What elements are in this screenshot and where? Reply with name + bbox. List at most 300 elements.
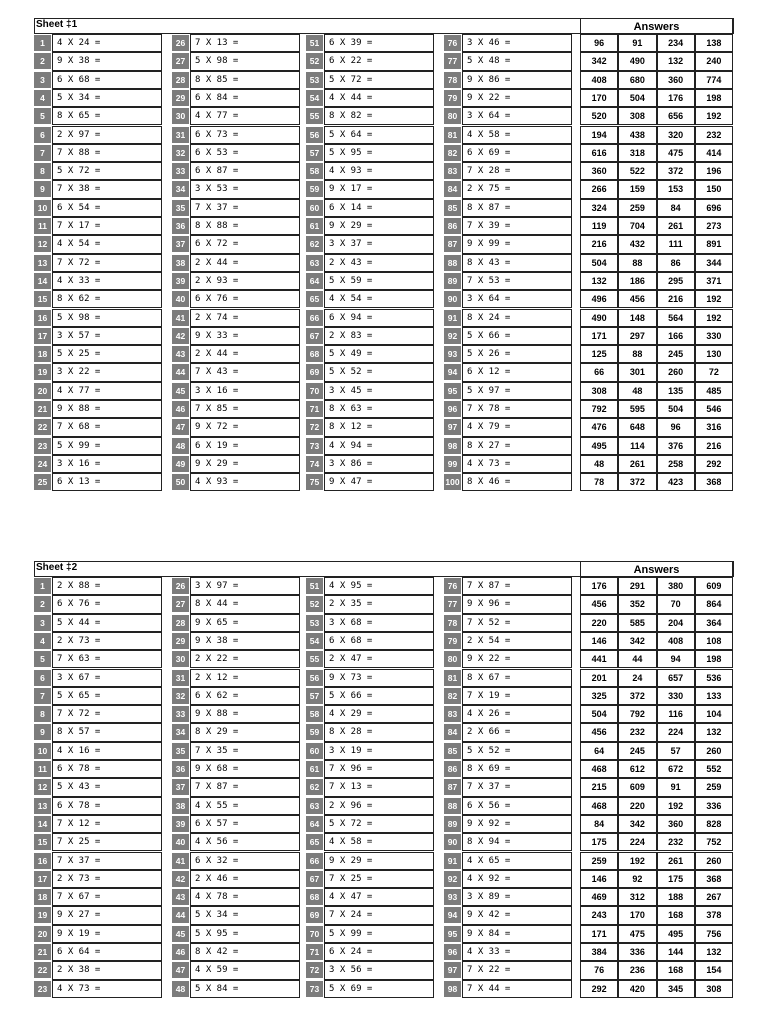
problem-number: 6 [34,127,51,143]
problem-number: 39 [172,273,189,289]
problem-row [34,272,162,290]
problem-number: 72 [306,962,323,978]
answer-cell: 292 [580,980,618,998]
problem-text: 7 X 88 = [52,144,162,162]
problem-row [34,437,162,455]
problem-number: 67 [306,871,323,887]
problem-text: 6 X 54 = [52,199,162,217]
problem-number: 86 [444,218,461,234]
problem-number: 84 [444,724,461,740]
answer-cell: 176 [580,577,618,595]
problem-row [34,309,162,327]
problem-row [444,418,572,436]
problem-text: 2 X 93 = [190,272,300,290]
problem-number: 58 [306,163,323,179]
problem-number: 66 [306,853,323,869]
problem-number: 36 [172,218,189,234]
problem-row [172,473,300,491]
problem-number: 72 [306,419,323,435]
answer-cell: 259 [618,199,656,217]
problem-number: 35 [172,200,189,216]
problem-row [306,687,434,705]
problem-row [34,650,162,668]
answer-row [580,418,733,436]
problem-text: 7 X 87 = [190,778,300,796]
answer-row [580,632,733,650]
answer-cell: 490 [580,309,618,327]
answer-cell: 171 [580,327,618,345]
problem-text: 4 X 79 = [462,418,572,436]
problem-number: 2 [34,596,51,612]
answer-row [580,290,733,308]
problem-row [306,217,434,235]
problem-text: 4 X 77 = [190,107,300,125]
problem-number: 9 [34,181,51,197]
problem-text: 7 X 78 = [462,400,572,418]
answer-cell: 408 [657,632,695,650]
answer-cell: 267 [695,888,733,906]
problem-row [34,669,162,687]
problem-row [172,455,300,473]
problem-row [34,52,162,70]
problem-text: 8 X 42 = [190,943,300,961]
problem-text: 8 X 12 = [324,418,434,436]
problem-number: 30 [172,108,189,124]
problem-text: 8 X 82 = [324,107,434,125]
problem-number: 69 [306,907,323,923]
problem-row [444,382,572,400]
problem-text: 2 X 46 = [190,870,300,888]
problem-row [444,272,572,290]
problem-row [306,89,434,107]
answer-cell: 76 [580,961,618,979]
problem-number: 36 [172,761,189,777]
problem-number: 79 [444,90,461,106]
problem-row [306,126,434,144]
problem-number: 73 [306,438,323,454]
answer-cell: 368 [695,473,733,491]
problem-row [306,180,434,198]
problem-row [172,650,300,668]
problem-number: 23 [34,438,51,454]
answer-row [580,363,733,381]
answer-cell: 342 [580,52,618,70]
problem-row [444,52,572,70]
problem-row [306,870,434,888]
problem-text: 9 X 96 = [462,595,572,613]
problem-number: 66 [306,310,323,326]
problem-row [172,437,300,455]
problem-text: 5 X 72 = [324,815,434,833]
problem-row [34,89,162,107]
answer-cell: 130 [695,345,733,363]
answer-row [580,852,733,870]
problem-number: 44 [172,907,189,923]
problem-row [34,126,162,144]
problem-number: 32 [172,688,189,704]
problem-row [34,455,162,473]
problem-row [34,473,162,491]
problem-row [306,925,434,943]
problem-row [34,235,162,253]
problem-row [306,363,434,381]
answer-row [580,235,733,253]
problem-text: 4 X 16 = [52,742,162,760]
problem-row [172,961,300,979]
problem-number: 52 [306,53,323,69]
problem-text: 5 X 66 = [462,327,572,345]
answer-row [580,254,733,272]
problem-text: 7 X 37 = [462,778,572,796]
answer-cell: 380 [657,577,695,595]
answer-cell: 171 [580,925,618,943]
problem-text: 7 X 52 = [462,614,572,632]
answer-row [580,34,733,52]
problem-row [306,418,434,436]
problem-row [172,815,300,833]
answer-cell: 88 [618,345,656,363]
problem-row [172,71,300,89]
problem-number: 14 [34,816,51,832]
answer-cell: 504 [618,89,656,107]
answer-cell: 188 [657,888,695,906]
answer-cell: 144 [657,943,695,961]
problem-text: 3 X 86 = [324,455,434,473]
answer-cell: 475 [657,144,695,162]
problem-number: 2 [34,53,51,69]
answer-cell: 485 [695,382,733,400]
answer-cell: 192 [695,107,733,125]
answer-cell: 330 [695,327,733,345]
problem-number: 8 [34,163,51,179]
problem-number: 69 [306,364,323,380]
problem-text: 6 X 13 = [52,473,162,491]
problem-row [34,632,162,650]
answer-cell: 469 [580,888,618,906]
problem-text: 8 X 85 = [190,71,300,89]
answer-cell: 320 [657,126,695,144]
answer-cell: 64 [580,742,618,760]
problem-text: 5 X 72 = [52,162,162,180]
problem-row [444,455,572,473]
problem-text: 2 X 38 = [52,961,162,979]
answer-cell: 468 [580,797,618,815]
problem-text: 3 X 89 = [462,888,572,906]
answer-cell: 609 [618,778,656,796]
problem-row [34,34,162,52]
problem-number: 35 [172,743,189,759]
problem-number: 97 [444,419,461,435]
answer-cell: 176 [657,89,695,107]
problem-text: 5 X 43 = [52,778,162,796]
problem-text: 8 X 27 = [462,437,572,455]
problem-number: 83 [444,706,461,722]
problem-number: 4 [34,633,51,649]
problem-text: 2 X 47 = [324,650,434,668]
problem-row [34,400,162,418]
answer-cell: 88 [618,254,656,272]
answer-cell: 108 [695,632,733,650]
problem-text: 4 X 33 = [462,943,572,961]
answer-cell: 297 [618,327,656,345]
problem-number: 19 [34,907,51,923]
problem-row [34,199,162,217]
problem-text: 6 X 24 = [324,943,434,961]
problem-row [306,778,434,796]
answer-row [580,71,733,89]
problem-row [306,833,434,851]
problem-text: 8 X 43 = [462,254,572,272]
problem-text: 5 X 44 = [52,614,162,632]
problem-number: 92 [444,328,461,344]
answer-cell: 192 [695,290,733,308]
problem-text: 5 X 26 = [462,345,572,363]
problem-text: 2 X 73 = [52,632,162,650]
problem-row [172,418,300,436]
answer-cell: 774 [695,71,733,89]
problem-number: 11 [34,761,51,777]
problem-number: 40 [172,834,189,850]
answer-cell: 260 [695,742,733,760]
problem-text: 6 X 73 = [190,126,300,144]
problem-text: 4 X 47 = [324,888,434,906]
problem-number: 90 [444,834,461,850]
problem-row [172,290,300,308]
answer-cell: 216 [695,437,733,455]
problem-number: 87 [444,236,461,252]
answer-cell: 198 [695,650,733,668]
answer-cell: 546 [695,400,733,418]
problem-text: 7 X 22 = [462,961,572,979]
problem-row [444,980,572,998]
problem-number: 58 [306,706,323,722]
problem-text: 9 X 47 = [324,473,434,491]
problem-row [444,687,572,705]
answer-cell: 456 [580,723,618,741]
answer-row [580,345,733,363]
problem-text: 2 X 35 = [324,595,434,613]
problem-text: 5 X 52 = [324,363,434,381]
answer-cell: 308 [618,107,656,125]
problem-number: 49 [172,456,189,472]
problem-number: 27 [172,53,189,69]
problem-text: 8 X 62 = [52,290,162,308]
problem-number: 62 [306,779,323,795]
problem-row [172,687,300,705]
problem-text: 2 X 75 = [462,180,572,198]
answer-cell: 175 [657,870,695,888]
problem-text: 7 X 72 = [52,705,162,723]
problem-text: 5 X 34 = [190,906,300,924]
answer-cell: 215 [580,778,618,796]
problem-row [34,254,162,272]
problem-number: 56 [306,670,323,686]
problem-number: 60 [306,200,323,216]
problem-text: 9 X 29 = [324,217,434,235]
problem-number: 95 [444,926,461,942]
problem-row [444,89,572,107]
problem-text: 3 X 64 = [462,107,572,125]
answer-cell: 133 [695,687,733,705]
answer-cell: 295 [657,272,695,290]
answer-row [580,52,733,70]
problem-row [444,309,572,327]
problem-row [34,961,162,979]
problem-row [306,906,434,924]
problem-row [172,144,300,162]
problem-text: 6 X 78 = [52,760,162,778]
problem-number: 83 [444,163,461,179]
answer-row [580,723,733,741]
problem-text: 7 X 19 = [462,687,572,705]
problem-row [444,290,572,308]
problem-number: 61 [306,761,323,777]
answer-cell: 360 [657,71,695,89]
problem-number: 93 [444,346,461,362]
problem-row [444,235,572,253]
problem-row [444,327,572,345]
problem-text: 7 X 39 = [462,217,572,235]
problem-text: 2 X 96 = [324,797,434,815]
problem-number: 24 [34,456,51,472]
problem-text: 5 X 52 = [462,742,572,760]
problem-row [172,595,300,613]
answer-cell: 656 [657,107,695,125]
problem-number: 7 [34,688,51,704]
answer-cell: 216 [580,235,618,253]
problem-number: 53 [306,72,323,88]
problem-text: 4 X 54 = [324,290,434,308]
problem-number: 22 [34,419,51,435]
problem-number: 80 [444,651,461,667]
answer-row [580,961,733,979]
answer-cell: 536 [695,669,733,687]
problem-number: 96 [444,401,461,417]
problem-row [172,382,300,400]
problem-text: 5 X 84 = [190,980,300,998]
answer-cell: 342 [618,815,656,833]
answer-cell: 609 [695,577,733,595]
problem-number: 40 [172,291,189,307]
problem-number: 10 [34,743,51,759]
problem-text: 7 X 17 = [52,217,162,235]
problem-row [444,254,572,272]
answer-row [580,327,733,345]
answer-cell: 384 [580,943,618,961]
problem-number: 59 [306,181,323,197]
problem-text: 3 X 16 = [190,382,300,400]
problem-row [172,235,300,253]
problem-number: 20 [34,926,51,942]
problem-number: 82 [444,688,461,704]
problem-number: 63 [306,255,323,271]
problem-text: 8 X 28 = [324,723,434,741]
problem-row [306,980,434,998]
problem-number: 15 [34,834,51,850]
answer-row [580,906,733,924]
problem-row [306,614,434,632]
problem-text: 9 X 29 = [324,852,434,870]
answer-cell: 232 [695,126,733,144]
problem-text: 4 X 95 = [324,577,434,595]
problem-number: 25 [34,474,51,490]
problem-row [172,906,300,924]
problem-number: 57 [306,688,323,704]
answers-heading: Answers [580,18,733,34]
answer-row [580,217,733,235]
problem-number: 29 [172,633,189,649]
problem-row [444,577,572,595]
problem-number: 5 [34,651,51,667]
problem-text: 6 X 12 = [462,363,572,381]
problem-row [444,400,572,418]
problem-text: 6 X 76 = [190,290,300,308]
problem-text: 7 X 25 = [52,833,162,851]
problem-text: 7 X 38 = [52,180,162,198]
answer-cell: 266 [580,180,618,198]
answer-cell: 828 [695,815,733,833]
problem-text: 4 X 44 = [324,89,434,107]
problem-row [172,760,300,778]
problem-row [172,742,300,760]
problem-row [306,473,434,491]
problem-number: 94 [444,907,461,923]
problem-row [444,925,572,943]
problem-row [172,217,300,235]
problem-number: 28 [172,72,189,88]
answer-cell: 138 [695,34,733,52]
problem-row [444,669,572,687]
problem-row [34,760,162,778]
problem-number: 98 [444,438,461,454]
problem-text: 8 X 67 = [462,669,572,687]
problem-text: 7 X 37 = [190,199,300,217]
problem-row [444,34,572,52]
problem-text: 6 X 19 = [190,437,300,455]
problem-text: 6 X 53 = [190,144,300,162]
problem-row [34,815,162,833]
answer-cell: 308 [695,980,733,998]
problem-text: 4 X 94 = [324,437,434,455]
answer-row [580,144,733,162]
problem-text: 8 X 29 = [190,723,300,741]
answer-cell: 175 [580,833,618,851]
answer-cell: 291 [618,577,656,595]
problem-number: 99 [444,456,461,472]
answer-cell: 48 [618,382,656,400]
answer-row [580,437,733,455]
answer-cell: 792 [618,705,656,723]
answer-cell: 259 [695,778,733,796]
problem-number: 80 [444,108,461,124]
answer-cell: 204 [657,614,695,632]
answer-cell: 91 [618,34,656,52]
problem-number: 70 [306,926,323,942]
answer-cell: 220 [580,614,618,632]
answer-cell: 368 [695,870,733,888]
problem-text: 9 X 22 = [462,89,572,107]
problem-number: 100 [444,474,461,490]
answer-cell: 259 [580,852,618,870]
problem-text: 9 X 68 = [190,760,300,778]
problem-row [172,327,300,345]
problem-text: 5 X 66 = [324,687,434,705]
problem-number: 22 [34,962,51,978]
problem-number: 21 [34,401,51,417]
answer-row [580,400,733,418]
answer-cell: 423 [657,473,695,491]
answer-cell: 132 [580,272,618,290]
